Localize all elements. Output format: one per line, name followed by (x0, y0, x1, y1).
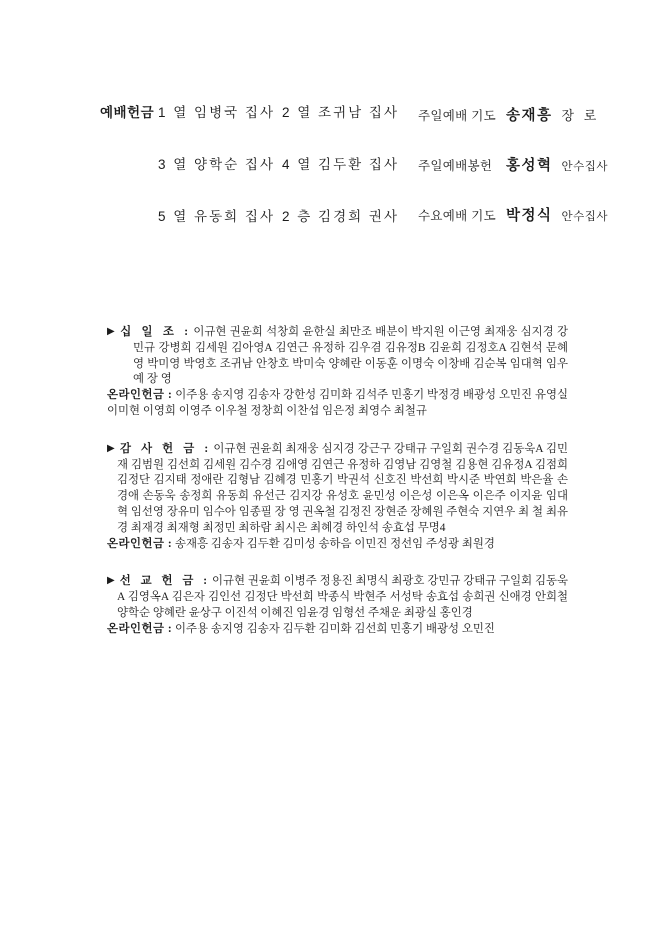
offering-usher-block (100, 101, 399, 225)
duty-row (418, 104, 608, 125)
mission-names-paragraph (107, 574, 568, 621)
section-thanksgiving (107, 442, 568, 553)
usher-right: 2 열 조귀남 집사 (282, 105, 400, 120)
name-list: 이규현 권윤희 석창희 윤한실 최만조 배분이 박지원 이근영 최재웅 심지경 강민규 강병희 김세원 김아영A 김연근 유정하 김우겸 김유정B 김윤희 김정호A 김현석 문혜영 박미영 박영호 조귀남 안창호 박미숙 양혜란 이동훈 이명숙 이창배 김순복 임대혁 임우예 장 영 (133, 326, 568, 386)
section-mission (107, 574, 568, 637)
triangle-bullet-icon: ▶ (107, 326, 116, 337)
duty-name: 홍성혁 (506, 158, 553, 174)
thanksgiving-online-paragraph (107, 537, 568, 553)
name-list: 이규현 권윤희 이병주 정용진 최명식 최광호 강민규 강태규 구일회 김동욱A 김영옥A 김은자 김인선 김정단 박선희 박종식 박현주 서성탁 송효섭 송희권 신애경 안희철 양학순 양혜란 윤상구 이진석 이혜진 임윤경 임형선 주채운 최광실 홍인경 (117, 575, 568, 619)
duty-row (418, 154, 608, 175)
duty-role: 수요예배 기도 (418, 209, 497, 223)
usher-left: 3 열 양학순 집사 (158, 157, 276, 172)
online-offering-label: 온라인헌금 : (107, 389, 173, 402)
duty-role: 주일예배봉헌 (418, 159, 493, 173)
section-title: 선 교 헌 금 : (119, 575, 210, 588)
online-offering-label: 온라인헌금 : (107, 537, 173, 550)
duty-title: 안수집사 (561, 211, 608, 223)
name-list: 이주용 송지영 김송자 강한성 김미화 김석주 민홍기 박정경 배광성 오민진 유영실 이미현 이영희 이영주 이우철 정창희 이찬섭 임은정 최영수 최철규 (107, 389, 568, 417)
offering-usher-row (158, 101, 399, 121)
usher-right: 4 열 김두환 집사 (282, 157, 400, 172)
thanksgiving-names-paragraph (107, 442, 568, 537)
offering-usher-rows (158, 101, 399, 225)
offering-label: 예배헌금 (100, 105, 155, 120)
offering-usher-row (158, 205, 399, 225)
offering-usher-row (158, 153, 399, 173)
duty-title: 안수집사 (561, 161, 608, 173)
section-tithe (107, 325, 568, 420)
offering-name-lists (107, 325, 568, 638)
section-title: 십 일 조 : (120, 326, 191, 338)
usher-left: 1 열 임병국 집사 (158, 105, 276, 120)
duty-row (418, 204, 608, 225)
duty-title: 장 로 (561, 108, 600, 123)
duty-name: 송재흥 (506, 108, 553, 124)
triangle-bullet-icon: ▶ (107, 442, 115, 454)
online-offering-label: 온라인헌금 : (107, 622, 173, 635)
triangle-bullet-icon: ▶ (107, 575, 115, 587)
mission-online-paragraph (107, 622, 568, 638)
section-title: 감 사 헌 금 : (119, 442, 211, 455)
duty-role: 주일예배 기도 (418, 109, 497, 123)
usher-right: 2 층 김경희 권사 (282, 209, 400, 224)
name-list: 송재흥 김송자 김두환 김미성 송하음 이민진 정선임 주성광 최원경 (175, 537, 495, 550)
duty-name: 박정식 (506, 208, 553, 224)
tithe-names-paragraph (107, 325, 568, 388)
name-list: 이규현 권윤희 최재웅 심지경 강근구 강태규 구일회 권수경 김동욱A 김민재 김범원 김선희 김세원 김수경 김애영 김연근 유정하 김영남 김영철 김용현 김유정A 김점희 김정단 김지태 정애란 김형남 김혜경 민홍기 박권석 신호진 박선희 박시준 박연희 박은율 손경애 손동욱 송정희 유동희 유선근 김지강 유성호 윤민성 이은성 이은옥 이은주 이지윤 임대혁 임선영 장유미 임수아 임종필 장 영 권옥철 김정진 장현준 장혜원 주현숙 지연우 최 철 최유경 최재경 최재형 최정민 최하람 최시은 최혜경 하인석 송효섭 무명4 (117, 442, 568, 534)
tithe-online-paragraph (107, 388, 568, 420)
usher-left: 5 열 유동희 집사 (158, 209, 276, 224)
service-duty-block (418, 104, 608, 225)
name-list: 이주용 송지영 김송자 김두환 김미화 김선희 민홍기 배광성 오민진 (175, 622, 495, 635)
